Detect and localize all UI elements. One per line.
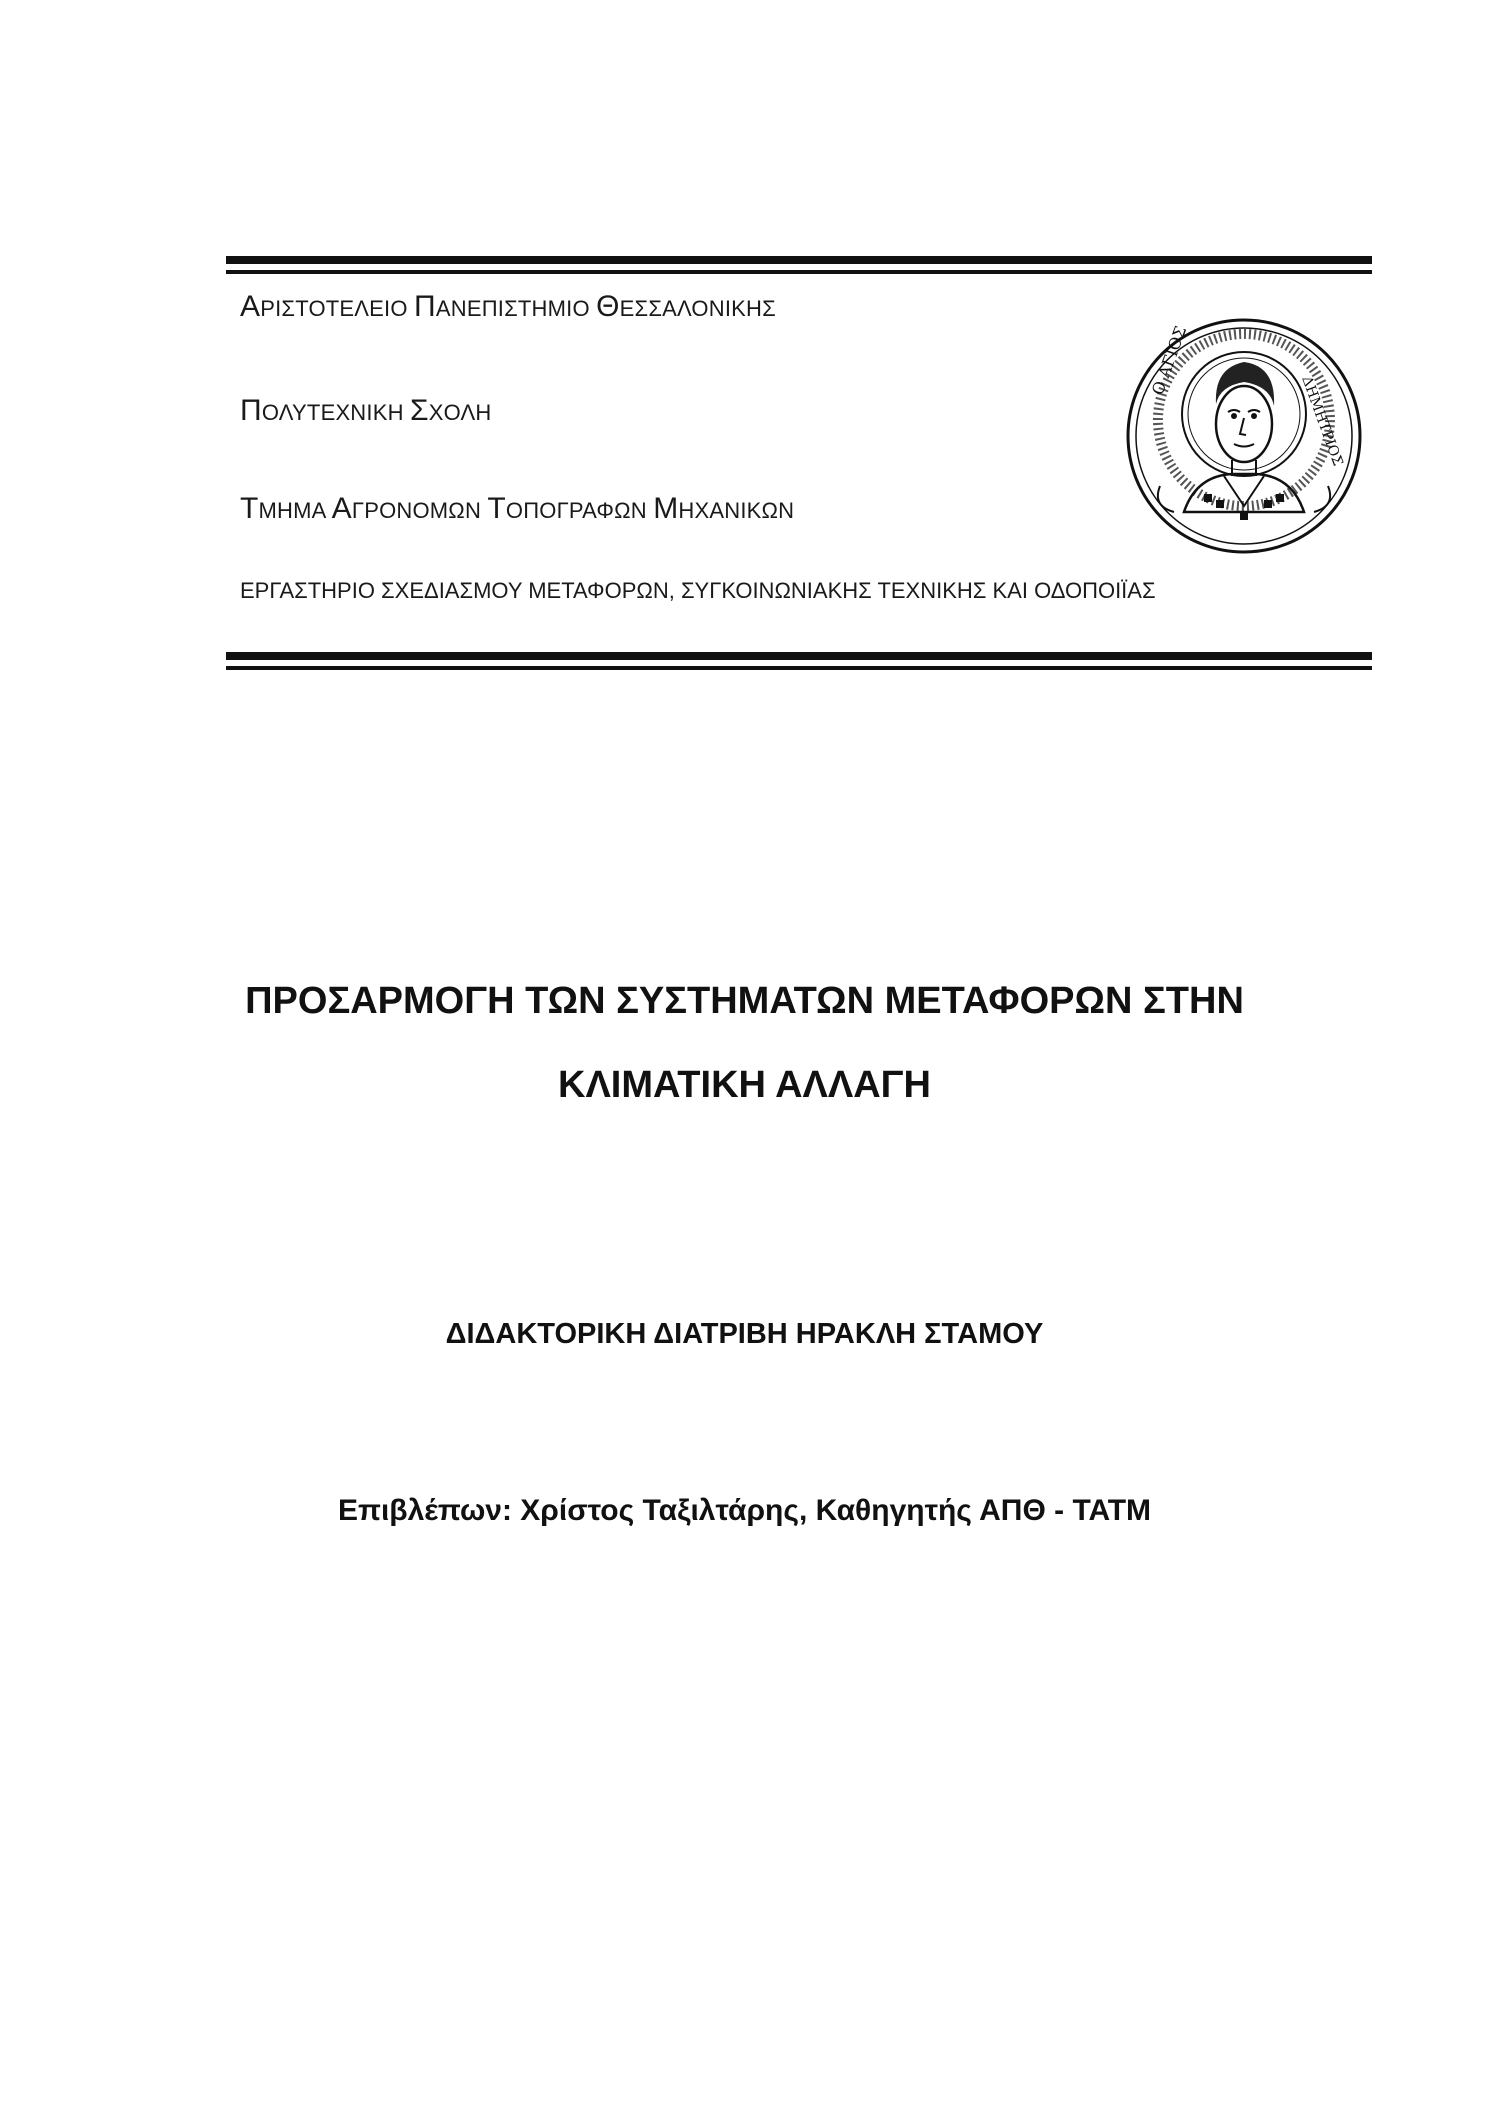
header-top-rule [226, 256, 1372, 274]
department-name-part: Τ [240, 492, 259, 525]
header-bottom-rule [226, 652, 1372, 670]
thesis-title-line-2: ΚΛΙΜΑΤΙΚΗ ΑΛΛΑΓΗ [558, 1064, 931, 1106]
department-name-part: Τ [487, 492, 506, 525]
department-name [240, 492, 794, 526]
university-name-part: ΑΝΕΠΙΣΤΗΜΙΟ [435, 296, 597, 321]
department-name-part: ΜΗΜΑ [258, 498, 332, 523]
department-name-part: ΓΡΟΝΟΜΩΝ [351, 498, 488, 523]
department-name-part: Α [331, 492, 352, 525]
seal-inscription-right: ΔΗΜΗΤΡΙΟΣ [1298, 373, 1346, 469]
university-name-part: ΡΙΣΤΟΤΕΛΕΙΟ [260, 296, 414, 321]
department-name-part: Μ [653, 492, 679, 525]
university-name-part: Π [413, 290, 436, 323]
thesis-title-line-1: ΠΡΟΣΑΡΜΟΓΗ ΤΩΝ ΣΥΣΤΗΜΑΤΩΝ ΜΕΤΑΦΟΡΩΝ ΣΤΗΝ [245, 980, 1244, 1022]
university-name [240, 290, 776, 324]
university-name-part: Α [240, 290, 261, 323]
laboratory-name: ΕΡΓΑΣΤΗΡΙΟ ΣΧΕΔΙΑΣΜΟΥ ΜΕΤΑΦΟΡΩΝ, ΣΥΓΚΟΙΝΩΝΙΑΚΗΣ ΤΕΧΝΙΚΗΣ ΚΑΙ ΟΔΟΠΟΙΪΑΣ [240, 578, 1156, 603]
department-name-part: ΟΠΟΓΡΑΦΩΝ [505, 498, 654, 523]
thesis-supervisor: Επιβλέπων: Χρίστος Ταξιλτάρης, Καθηγητής ΑΠΘ - ΤΑΤΜ [337, 1494, 1152, 1527]
school-name-part: ΧΟΛΗ [428, 400, 492, 425]
department-name-part: ΗΧΑΝΙΚΩΝ [678, 498, 795, 523]
school-name [240, 394, 492, 428]
school-name-part: Σ [410, 394, 429, 427]
school-name-part: Π [240, 394, 262, 427]
thesis-author: ΔΙΔΑΚΤΟΡΙΚΗ ΔΙΑΤΡΙΒΗ ΗΡΑΚΛΗ ΣΤΑΜΟΥ [445, 1318, 1044, 1350]
university-name-part: ΕΣΣΑΛΟΝΙΚΗΣ [619, 296, 776, 321]
university-seal-icon [1124, 316, 1364, 556]
school-name-part: ΟΛΥΤΕΧΝΙΚΗ [261, 400, 410, 425]
university-name-part: Θ [596, 290, 620, 323]
seal-inscription-left: Ο ΑΓΙΟΣ [1147, 323, 1191, 398]
